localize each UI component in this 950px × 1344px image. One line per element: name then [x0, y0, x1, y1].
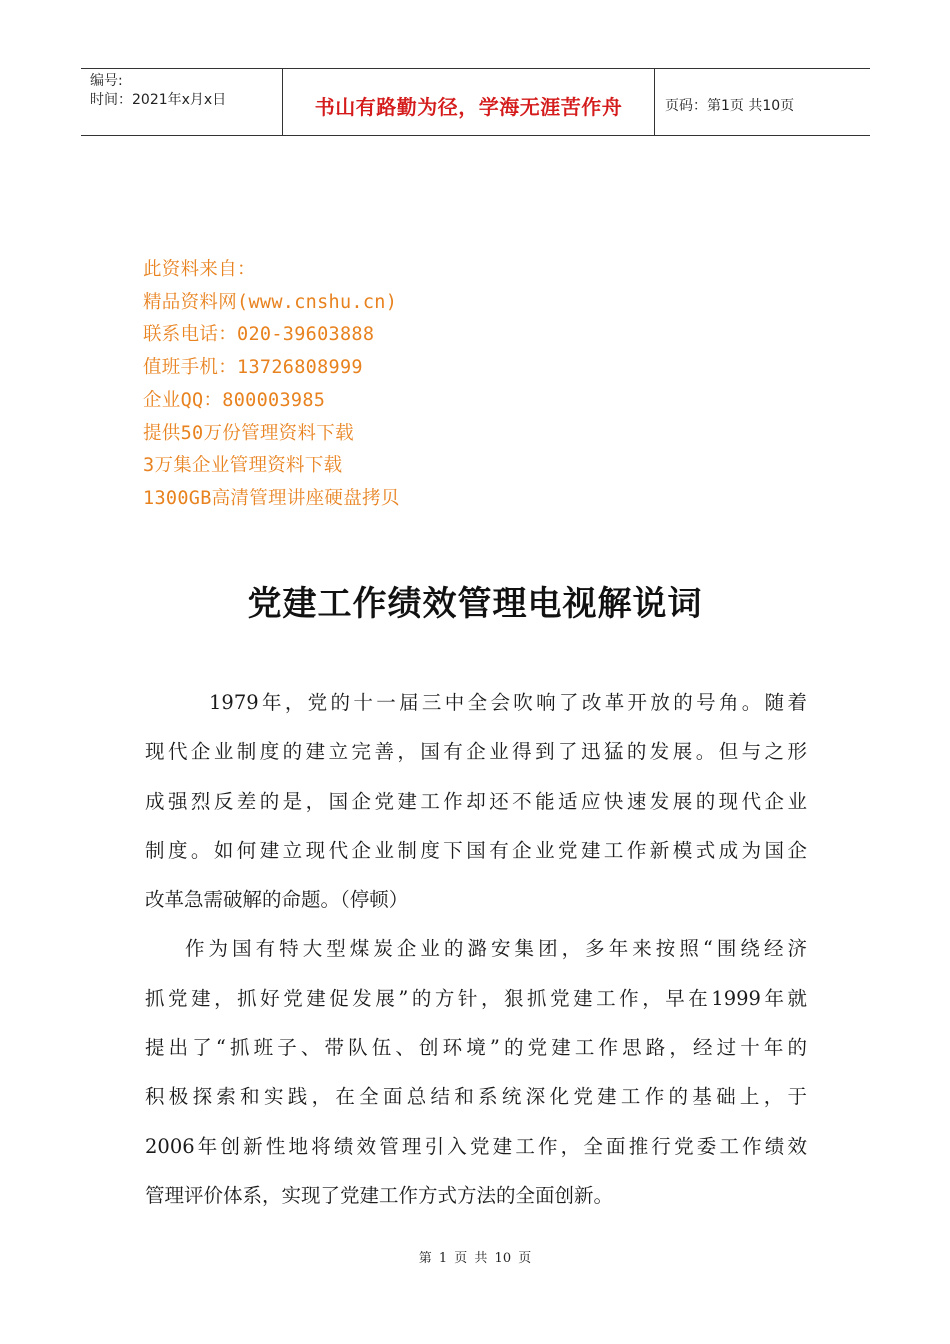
source-line: 联系电话：020-39603888 [143, 324, 375, 346]
page-footer: 第 1 页 共 10 页 [418, 1251, 532, 1266]
page-header [81, 68, 870, 136]
header-motto: 书山有路勤为径，学海无涯苦作舟 [282, 69, 655, 135]
source-line: 企业QQ：800003985 [143, 389, 326, 411]
text-line: 制度。如何建立现代企业制度下国有企业党建工作新模式成为国企 [145, 838, 807, 862]
paragraph [145, 924, 807, 1220]
text-line: 改革急需破解的命题。（停顿） [145, 888, 409, 912]
text-line: 2006年创新性地将绩效管理引入党建工作，全面推行党委工作绩效 [145, 1134, 807, 1158]
source-line: 3万集企业管理资料下载 [143, 455, 343, 477]
header-meta [81, 69, 282, 135]
text-line: 1979年，党的十一届三中全会吹响了改革开放的号角。随着 [209, 691, 807, 714]
document-body [145, 678, 807, 1220]
source-line: 值班手机：13726808999 [143, 357, 363, 379]
text-line: 成强烈反差的是，国企党建工作却还不能适应快速发展的现代企业 [145, 789, 807, 813]
source-info-block [143, 254, 400, 516]
source-line: 此资料来自： [143, 259, 256, 280]
number-label: 编号: [90, 73, 123, 89]
text-line: 作为国有特大型煤炭企业的潞安集团，多年来按照“围绕经济 [185, 937, 807, 961]
header-page-info: 页码：第1页 共10页 [665, 98, 795, 114]
text-line: 提出了“抓班子、带队伍、创环境”的党建工作思路，经过十年的 [145, 1036, 807, 1060]
source-line: 1300GB高清管理讲座硬盘拷贝 [143, 487, 400, 509]
text-line: 抓党建，抓好党建促发展”的方针，狠抓党建工作，早在1999年就 [145, 986, 807, 1010]
source-line: 精品资料网(www.cnshu.cn) [143, 291, 398, 313]
text-line: 现代企业制度的建立完善，国有企业得到了迅猛的发展。但与之形 [145, 740, 807, 764]
text-line: 积极探索和实践，在全面总结和系统深化党建工作的基础上，于 [145, 1085, 807, 1109]
source-line: 提供50万份管理资料下载 [143, 422, 354, 444]
paragraph [145, 678, 807, 924]
text-line: 管理评价体系，实现了党建工作方式方法的全面创新。 [145, 1183, 614, 1207]
document-title: 党建工作绩效管理电视解说词 [247, 584, 703, 624]
time-label: 时间：2021年x月x日 [90, 92, 227, 108]
